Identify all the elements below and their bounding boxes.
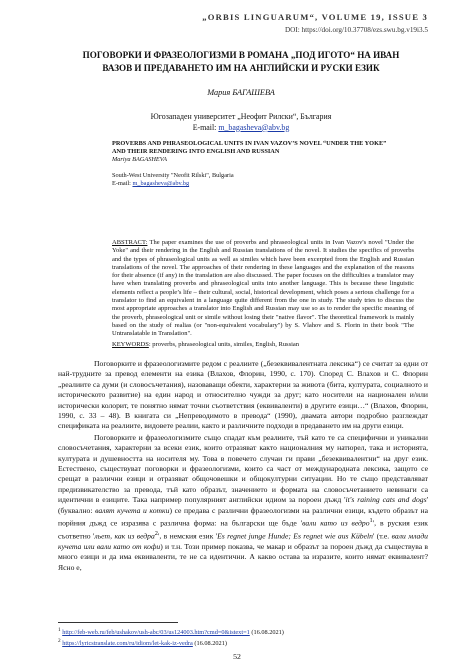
email-link-bg[interactable]: m_bagasheva@abv.bg xyxy=(218,122,290,132)
p2-text-a: Поговорките и фразеологизмите също спадат към реалиите, тъй като те са специфични и уникални словосъчетания, характерни за всеки език, които отразяват както националния му натюрел, така и историята, културата и душевността на носителя му. Това в повечето случаи ги прави „безеквивалентни“ на друг език. Естествено, съществуват поговорки и фразеологизми, които са част от международната лексика, защото се срещат в различни езици и отразяват общочовешки и общокултурни ситуации. Но те също представляват предизвикателство за превода, тъй като образът, значението и формата на словосъчетанието невинаги са идентични в езиците. Така например популярният английски идиом за пороен дъжд ' xyxy=(58,432,428,505)
title-en-line-1: PROVERBS AND PHRASEOLOGICAL UNITS IN IVAN VAZOV’S NOVEL “UNDER THE YOKE” xyxy=(112,140,387,147)
paragraph-1: Поговорките и фразеологизмите редом с реалиите („безеквивалентната лексика“) се считат за едни от най-трудните за превод елементи на езика (Влахов, Флорин, 1990, с. 170). Според С. Влахов и С. Флорин „реалиите са думи (и словосъчетания), назоваващи обекти, характерни за живота (бита, културата, социалното и историческото развитие) на един народ и относително чужди за друг; като носители на национален и/или исторически колорит, те понятно нямат точни съответствия (еквиваленти) в другите езици…“ (Влахов, Флорин, 1990, с. 33 – 48). В книгата си „Непреводимото в превода“ (1990), двамата автори подробно разглеждат спецификата на реалиите, видовете реалии, както и различните подходи в предаването им на други езици. xyxy=(58,359,428,431)
email-line-bg xyxy=(58,123,424,134)
article-title-bg xyxy=(58,49,424,75)
email-link-en[interactable]: m_bagasheva@abv.bg xyxy=(132,180,190,187)
page-number: 52 xyxy=(233,652,241,661)
title-line-2: ВАЗОВ И ПРЕДАВАНЕТО ИМ НА АНГЛИЙСКИ И РУСКИ ЕЗИК xyxy=(102,63,380,73)
footnote-1-link[interactable]: http://feb-web.ru/feb/ushakov/ush-abc/03/us124003.htm?cmd=0&istext=1 xyxy=(62,629,250,637)
email-label-en: E-mail: xyxy=(112,180,131,187)
title-en-line-2: AND THEIR RENDERING INTO ENGLISH AND RUSSIAN xyxy=(112,148,280,155)
footnote-2 xyxy=(58,637,428,648)
footnote-1 xyxy=(58,626,428,637)
body-text xyxy=(58,359,428,573)
footnote-divider xyxy=(58,622,178,623)
p2-text-b: ' (буквално: xyxy=(58,495,428,515)
journal-header xyxy=(202,12,428,34)
keywords-text: : proverbs, phraseological units, similes, English, Russian xyxy=(148,341,300,348)
idiom-english: it's raining cats and dogs xyxy=(345,495,427,505)
p2-text-g: ) и т.н. Този пример показва, че макар и образът за пороен дъжд да съществува в много езици и да има еквиваленти, те не са идентични. А какво остава за изразите, които нямат еквивалент? Ясно е, xyxy=(58,542,428,572)
footnote-2-link[interactable]: https://lyricstranslate.com/ru/idiom/let-kak-iz-vedra xyxy=(62,640,193,648)
email-label-bg: E-mail: xyxy=(192,122,217,132)
footnote-2-marker: 2 xyxy=(58,638,61,645)
abstract xyxy=(112,239,414,339)
journal-title: „ORBIS LINGUARUM“, VOLUME 19, ISSUE 3 xyxy=(202,12,428,22)
p2-text-f: ' (т.е. xyxy=(372,531,392,541)
idiom-german-literal: вали млади кучета или вали като от кофи xyxy=(58,531,429,551)
email-line-en xyxy=(112,180,414,188)
affiliation-text-bg: Югозападен университет „Неофит Рилски“, България xyxy=(150,112,332,121)
doi-line: DOI: https://doi.org/10.37708/ezs.swu.bg.v19i3.5 xyxy=(284,26,428,34)
footnote-ref-1[interactable]: 1 xyxy=(369,517,373,525)
idiom-bulgarian: вали като из ведро xyxy=(302,518,370,528)
article-title-en xyxy=(112,140,414,156)
footnote-1-date: (16.08.2021) xyxy=(251,629,284,637)
paragraph-2 xyxy=(58,433,428,573)
p2-text-c: ) се предава с различни фразеологизми на различни езици, където образът на порйния дъжд се изразява с различна форма: на български ще бъде ' xyxy=(58,505,428,528)
footnotes xyxy=(58,626,428,648)
affiliation-en xyxy=(112,172,414,188)
author-name-en: Mariya BAGASHEVA xyxy=(112,156,167,163)
affiliation-text-en: South-West University "Neofit Rilski", Bulgaria xyxy=(112,172,234,179)
abstract-label: ABSTRACT: xyxy=(112,239,148,246)
keywords-label: KEYWORDS xyxy=(112,341,149,348)
abstract-text: The paper examines the use of proverbs and phraseological units in Ivan Vazov's novel "Under the Yoke" and their rendering in the English and Russian translations of the novel. It studies the specifics of proverbs and the types of phraseological units as well as similes which have been excerpted from the English and Russian translations of the novel. The approaches of their rendering in these languages and the explanation of the reasons for their absence (if any) in the translation are also discussed. The paper focuses on the difficulties a translator may have when translating proverbs and phraseological units into another language. This is because these linguistic elements reflect a people’s life – their cultural, social, historical development, which poses a serious challenge for a translator to find an equivalent in a language quite different from the one in study. The study tries to discuss the most appropriate approaches a translator into English and Russian may use so as to render the specific meaning of the proverb, phraseological unit or simile without losing their "native flavor". The theoretical framework is mainly based on the study of realias (or "non-equivalent vocabulary") by S. Vlahov and S. Florin in their book "The Untranslatable in Translation". xyxy=(112,239,414,338)
affiliation-bg xyxy=(58,112,424,133)
title-line-1: ПОГОВОРКИ И ФРАЗЕОЛОГИЗМИ В РОМАНА „ПОД ИГОТО“ НА ИВАН xyxy=(82,50,400,60)
footnote-ref-2[interactable]: 2 xyxy=(154,530,158,538)
idiom-literal: валят кучета и котки xyxy=(95,505,170,515)
author-name-bg: Мария БАГАШЕВА xyxy=(207,88,275,97)
idiom-russian: льет, как из ведра xyxy=(94,531,155,541)
keywords xyxy=(112,341,414,348)
p2-text-e: ', в немския език ' xyxy=(157,531,218,541)
footnote-2-date: (16.08.2021) xyxy=(194,640,227,648)
p2-text-d: ', в руския език съответно ' xyxy=(58,518,428,541)
footnote-1-marker: 1 xyxy=(58,627,61,633)
idiom-german: Es regnet junge Hunde; Es regnet wie aus Kübeln xyxy=(217,531,373,541)
article-block-en xyxy=(112,140,414,188)
